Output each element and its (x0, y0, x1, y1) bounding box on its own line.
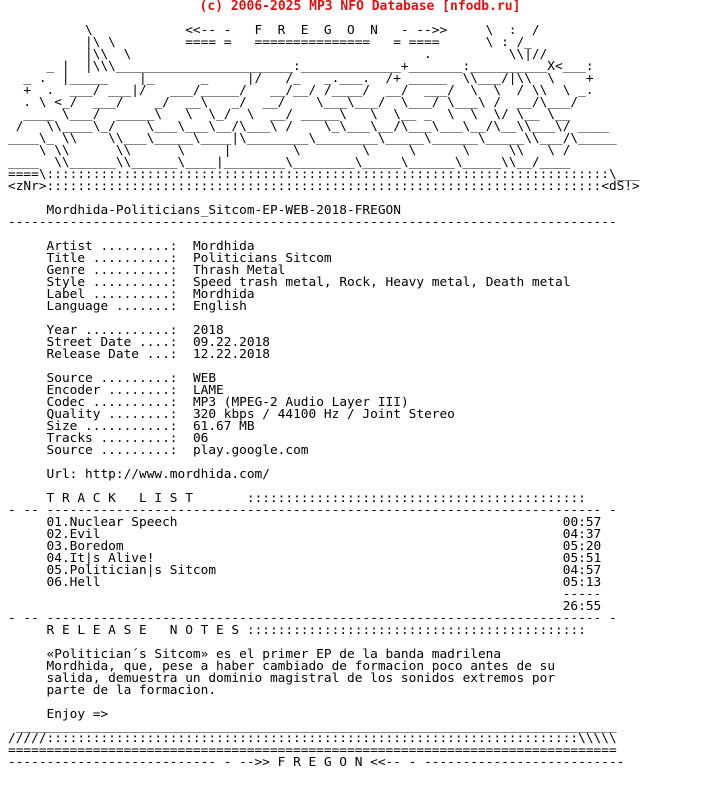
field-language (8, 301, 640, 313)
nfo-document (8, 25, 640, 769)
separator-rule: - -- ------------------------------------------------------------------------ - (8, 503, 617, 518)
field-value: WEB (192, 371, 217, 386)
field-label: Encoder ........: (46, 383, 178, 398)
group-signature: - -->> F R E G O N <<-- - (223, 755, 417, 770)
footer-art: /////:::::::::::::::::::::::::::::::::::::::::::::::::::::::::::::::::::::\\\\\ (8, 731, 617, 746)
ascii-art-line: ____\_ \\ \\___\_____\____|\________\________\_____\______\_____\\___/\_____ (8, 131, 617, 146)
total-time: 26:55 (562, 599, 602, 614)
ascii-art-line: / \\____\_/ \___\___\__/\___\ / \_\___\__/\___\___\__/\__\\___\/ ____ (8, 119, 609, 134)
ascii-art-line: ____ \___/ _____\ \ \_/ \ __/ _____\ \ \__ _ \ \ \/ \__ \__ (8, 107, 571, 122)
field-value: English (192, 299, 247, 314)
field-value: 320 kbps / 44100 Hz / Joint Stereo (192, 407, 455, 422)
ascii-art-line: _ . |_____ |_ _ |/ /_ _.___. /+ _____ \\___/|\\ \ + (8, 71, 594, 86)
track-name: 01.Nuclear Speech (46, 515, 178, 530)
notes-line: Mordhida, que, pese a haber cambiado de formacion poco antes de su (46, 659, 556, 674)
tracklist-heading: T R A C K L I S T :::::::::::::::::::::::::::::::::::::::::::: (46, 491, 586, 506)
release-name: Mordhida-Politicians_Sitcom-EP-WEB-2018-FREGON (46, 203, 401, 218)
track-time: 05:51 (562, 551, 602, 566)
field-value: LAME (192, 383, 224, 398)
separator-rule: ------------------------------------------------------------------------------- (8, 215, 617, 230)
field-label: Tracks .........: (46, 431, 178, 446)
url-line: Url: http://www.mordhida.com/ (46, 467, 270, 482)
track-name: 06.Hell (46, 575, 101, 590)
track-time: 04:57 (562, 563, 602, 578)
field-label: Release Date ...: (46, 347, 178, 362)
field-value: play.google.com (192, 443, 309, 458)
notes-line: parte de la formacion. (46, 683, 217, 698)
track-name: 04.It|s Alive! (46, 551, 155, 566)
notes-line: «Politician´s Sitcom» es el primer EP de la banda madrilena (46, 647, 502, 662)
total-rule: ----- (562, 587, 602, 602)
footer-rule: =============================================================================== (8, 743, 617, 758)
field-value: Politicians Sitcom (192, 251, 332, 266)
tracklist-title: T R A C K L I S T (46, 491, 193, 506)
field-label: Source .........: (46, 443, 178, 458)
track-time: 05:13 (562, 575, 602, 590)
track-name: 05.Politician|s Sitcom (46, 563, 217, 578)
field-label: Codec ..........: (46, 395, 178, 410)
ascii-art-line: . \ <_/ ___/ _/ __\ _/ __/ \___\___/ \___/ \___\ / __/\___/ (8, 95, 579, 110)
enjoy-line: Enjoy => (46, 707, 109, 722)
notes-line: salida, demuestra un dominio magistral de los sonidos extremos por (46, 671, 556, 686)
footer-rule: ______________________________________________________________________________ (8, 719, 617, 734)
track-name: 02.Evil (46, 527, 101, 542)
separator-rule: - -- ------------------------------------------------------------------------ - (8, 611, 617, 626)
ascii-art-line: ____ \\______\\______\____|________\________\_____\______\_____\\__/____ (8, 155, 571, 170)
ascii-art-line: \ <<-- - F R E G O N - -->> \ : / (8, 23, 540, 38)
track-time: 05:20 (562, 539, 602, 554)
ascii-art-line: ====\:::::::::::::::::::::::::::::::::::::::::::::::::::::::::::::::::::::::::\___ (8, 167, 640, 182)
field-label: Size ...........: (46, 419, 178, 434)
track-time: 04:37 (562, 527, 602, 542)
notes-heading: R E L E A S E N O T E S :::::::::::::::::::::::::::::::::::::::::::: (46, 623, 586, 638)
footer-signature: --------------------------- - -->> F R E G O N <<-- - -------------------------- (8, 755, 625, 770)
field-label: Year ...........: (46, 323, 178, 338)
ascii-art-line: \ \\ \\ \ | \ \ \ \ \\ \ / (8, 143, 571, 158)
site-banner: (c) 2006-2025 MP3 NFO Database [nfodb.ru] (199, 0, 521, 14)
field-source-url (8, 445, 640, 457)
field-label: Title ..........: (46, 251, 178, 266)
field-value: 2018 (192, 323, 224, 338)
track-time: 00:57 (562, 515, 602, 530)
ascii-art-line: + . ___/ ___|/ ___/_____/ __/__/ /____/ __/ ___/ \ \ / \\ \ _. (8, 83, 594, 98)
notes-title: R E L E A S E N O T E S (46, 623, 240, 638)
field-label: Language .......: (46, 299, 178, 314)
ascii-art-line: <zNr>::::::::::::::::::::::::::::::::::::::::::::::::::::::::::::::::::::::::<dS!> (8, 179, 640, 194)
field-label: Quality ........: (46, 407, 178, 422)
field-value: 09.22.2018 (192, 335, 270, 350)
field-label: Style ..........: (46, 275, 178, 290)
field-label: Label ..........: (46, 287, 178, 302)
field-value: MP3 (MPEG-2 Audio Layer III) (192, 395, 409, 410)
field-value: 06 (192, 431, 209, 446)
track-name: 03.Boredom (46, 539, 124, 554)
field-value: Mordhida (192, 287, 255, 302)
field-value: Thrash Metal (192, 263, 286, 278)
ascii-art-line: |\\ \ . \\|// (8, 47, 548, 62)
field-release-date (8, 349, 640, 361)
field-label: Street Date ....: (46, 335, 178, 350)
field-label: Artist .........: (46, 239, 178, 254)
field-value: Mordhida (192, 239, 255, 254)
ascii-art-line: |\ \ ==== = =============== = ==== \ : /_ (8, 35, 532, 50)
field-value: Speed trash metal, Rock, Heavy metal, Death metal (192, 275, 571, 290)
field-label: Genre ..........: (46, 263, 178, 278)
field-value: 12.22.2018 (192, 347, 270, 362)
ascii-art-line: _ | |\\\_______________________:_____________+_______:__________X<___: (8, 59, 594, 74)
field-value: 61.67 MB (192, 419, 255, 434)
field-label: Source .........: (46, 371, 178, 386)
